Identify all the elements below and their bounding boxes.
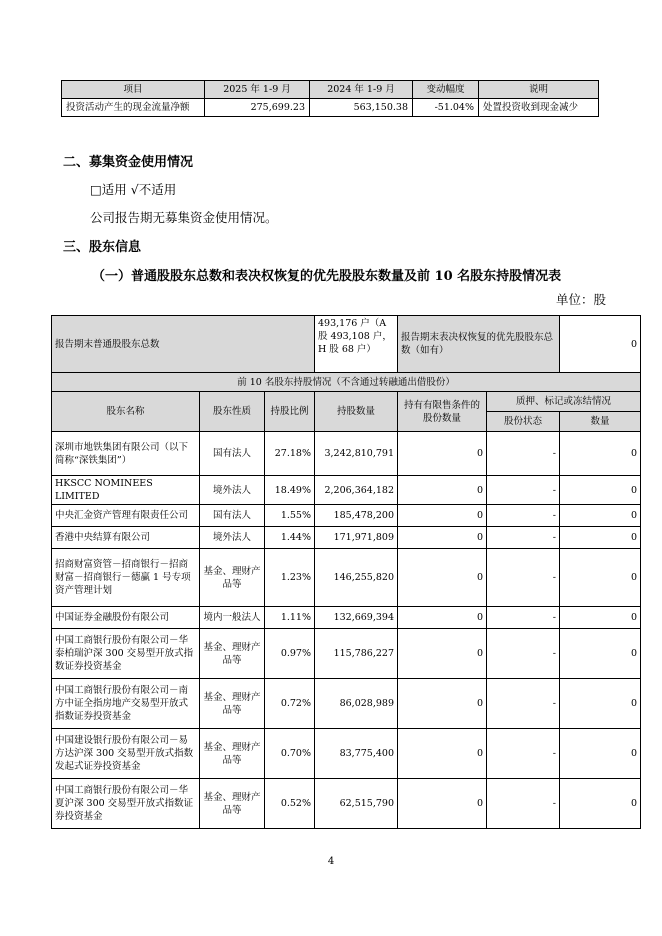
holder-ratio: 1.23%: [265, 549, 315, 607]
holder-name: 中国工商银行股份有限公司－华泰柏瑞沪深 300 交易型开放式指数证券投资基金: [52, 629, 200, 679]
holder-name: 中央汇金资产管理有限责任公司: [52, 505, 200, 527]
holder-status: -: [487, 729, 560, 779]
holder-count: 0: [560, 779, 641, 829]
holder-ratio: 0.52%: [265, 779, 315, 829]
unit-label: 单位：股: [555, 292, 606, 307]
holder-name: 深圳市地铁集团有限公司（以下简称“深铁集团”）: [52, 432, 200, 476]
holder-qty: 115,786,227: [315, 629, 398, 679]
holder-count: 0: [560, 629, 641, 679]
table-row: [52, 629, 641, 679]
table-row: [62, 99, 599, 117]
holder-status: -: [487, 527, 560, 549]
col-name-header: 股东名称: [52, 392, 200, 432]
table-row: [52, 779, 641, 829]
table-row: [52, 549, 641, 607]
col-pledge-header: 质押、标记或冻结情况: [487, 392, 641, 412]
top10-title: 前 10 名股东持股情况（不含通过转融通出借股份）: [52, 373, 641, 392]
holder-nature: 基金、理财产品等: [200, 729, 265, 779]
holder-ratio: 1.55%: [265, 505, 315, 527]
cashflow-table: [61, 80, 599, 117]
holder-count: 0: [560, 549, 641, 607]
holder-name: 中国工商银行股份有限公司－南方中证全指房地产交易型开放式指数证券投资基金: [52, 679, 200, 729]
holder-ratio: 1.11%: [265, 607, 315, 629]
holder-count: 0: [560, 729, 641, 779]
holder-nature: 基金、理财产品等: [200, 779, 265, 829]
holder-status: -: [487, 779, 560, 829]
holder-status: -: [487, 432, 560, 476]
holder-count: 0: [560, 505, 641, 527]
header-cell: 2025 年 1-9 月: [205, 81, 310, 99]
cashflow-header-row: [62, 81, 599, 99]
table-row: [52, 505, 641, 527]
holder-restricted: 0: [398, 432, 487, 476]
holder-restricted: 0: [398, 679, 487, 729]
holder-ratio: 27.18%: [265, 432, 315, 476]
holder-qty: 132,669,394: [315, 607, 398, 629]
col-nature-header: 股东性质: [200, 392, 265, 432]
table-row: [52, 476, 641, 505]
table-row: [52, 607, 641, 629]
holder-status: -: [487, 679, 560, 729]
holder-restricted: 0: [398, 779, 487, 829]
holder-nature: 境外法人: [200, 527, 265, 549]
applicability-options: □适用 √不适用: [90, 182, 177, 197]
cell-2025: 275,699.23: [205, 99, 310, 117]
holder-name: 中国工商银行股份有限公司－华夏沪深 300 交易型开放式指数证券投资基金: [52, 779, 200, 829]
header-cell: 2024 年 1-9 月: [310, 81, 413, 99]
holder-ratio: 18.49%: [265, 476, 315, 505]
holder-name: HKSCC NOMINEES LIMITED: [52, 476, 200, 505]
header-row: [52, 392, 641, 412]
holder-qty: 185,478,200: [315, 505, 398, 527]
top10-title-row: [52, 373, 641, 392]
holder-name: 招商财富资管－招商银行－招商财富－招商银行－德赢 1 号专项资产管理计划: [52, 549, 200, 607]
col-status-header: 股份状态: [487, 412, 560, 432]
cell-item: 投资活动产生的现金流量净额: [62, 99, 205, 117]
cell-note: 处置投资收到现金减少: [479, 99, 599, 117]
pref-holders-value: 0: [560, 316, 641, 373]
holder-qty: 86,028,989: [315, 679, 398, 729]
holder-ratio: 0.97%: [265, 629, 315, 679]
header-cell: 变动幅度: [413, 81, 479, 99]
header-cell: 项目: [62, 81, 205, 99]
holder-status: -: [487, 607, 560, 629]
holder-name: 中国建设银行股份有限公司－易方达沪深 300 交易型开放式指数发起式证券投资基金: [52, 729, 200, 779]
cell-2024: 563,150.38: [310, 99, 413, 117]
holder-count: 0: [560, 476, 641, 505]
holder-status: -: [487, 549, 560, 607]
table-row: [52, 729, 641, 779]
table-row: [52, 432, 641, 476]
holder-nature: 基金、理财产品等: [200, 629, 265, 679]
holder-qty: 3,242,810,791: [315, 432, 398, 476]
holder-restricted: 0: [398, 729, 487, 779]
table-row: [52, 679, 641, 729]
section3-title: 三、股东信息: [63, 240, 142, 255]
holder-ratio: 0.70%: [265, 729, 315, 779]
holder-nature: 基金、理财产品等: [200, 679, 265, 729]
holder-ratio: 0.72%: [265, 679, 315, 729]
holder-restricted: 0: [398, 505, 487, 527]
holder-qty: 83,775,400: [315, 729, 398, 779]
holder-restricted: 0: [398, 607, 487, 629]
holder-count: 0: [560, 527, 641, 549]
holder-restricted: 0: [398, 476, 487, 505]
col-count-header: 数量: [560, 412, 641, 432]
holder-qty: 2,206,364,182: [315, 476, 398, 505]
holder-qty: 171,971,809: [315, 527, 398, 549]
pref-holders-label: 报告期末表决权恢复的优先股股东总数（如有）: [398, 316, 560, 373]
holder-nature: 境内一般法人: [200, 607, 265, 629]
holder-count: 0: [560, 679, 641, 729]
section2-text: 公司报告期无募集资金使用情况。: [90, 210, 278, 225]
holder-nature: 境外法人: [200, 476, 265, 505]
holder-restricted: 0: [398, 549, 487, 607]
holder-status: -: [487, 629, 560, 679]
col-restricted-header: 持有有限售条件的股份数量: [398, 392, 487, 432]
holder-status: -: [487, 505, 560, 527]
col-ratio-header: 持股比例: [265, 392, 315, 432]
holder-name: 香港中央结算有限公司: [52, 527, 200, 549]
cell-change: -51.04%: [413, 99, 479, 117]
holder-qty: 146,255,820: [315, 549, 398, 607]
holder-nature: 基金、理财产品等: [200, 549, 265, 607]
holder-nature: 国有法人: [200, 432, 265, 476]
total-holders-label: 报告期末普通股股东总数: [52, 316, 315, 373]
holder-name: 中国证券金融股份有限公司: [52, 607, 200, 629]
section2-title: 二、募集资金使用情况: [63, 155, 194, 170]
section3-subtitle: （一）普通股股东总数和表决权恢复的优先股股东数量及前 10 名股东持股情况表: [92, 269, 562, 284]
holder-restricted: 0: [398, 629, 487, 679]
shareholders-table: [51, 315, 641, 829]
holder-status: -: [487, 476, 560, 505]
total-holders-value: 493,176 户（A 股 493,108 户，H 股 68 户）: [315, 316, 398, 373]
header-cell: 说明: [479, 81, 599, 99]
holder-count: 0: [560, 607, 641, 629]
table-row: [52, 527, 641, 549]
holder-count: 0: [560, 432, 641, 476]
holder-restricted: 0: [398, 527, 487, 549]
summary-row: [52, 316, 641, 373]
col-qty-header: 持股数量: [315, 392, 398, 432]
holder-ratio: 1.44%: [265, 527, 315, 549]
holder-nature: 国有法人: [200, 505, 265, 527]
page-number: 4: [327, 856, 335, 867]
holder-qty: 62,515,790: [315, 779, 398, 829]
